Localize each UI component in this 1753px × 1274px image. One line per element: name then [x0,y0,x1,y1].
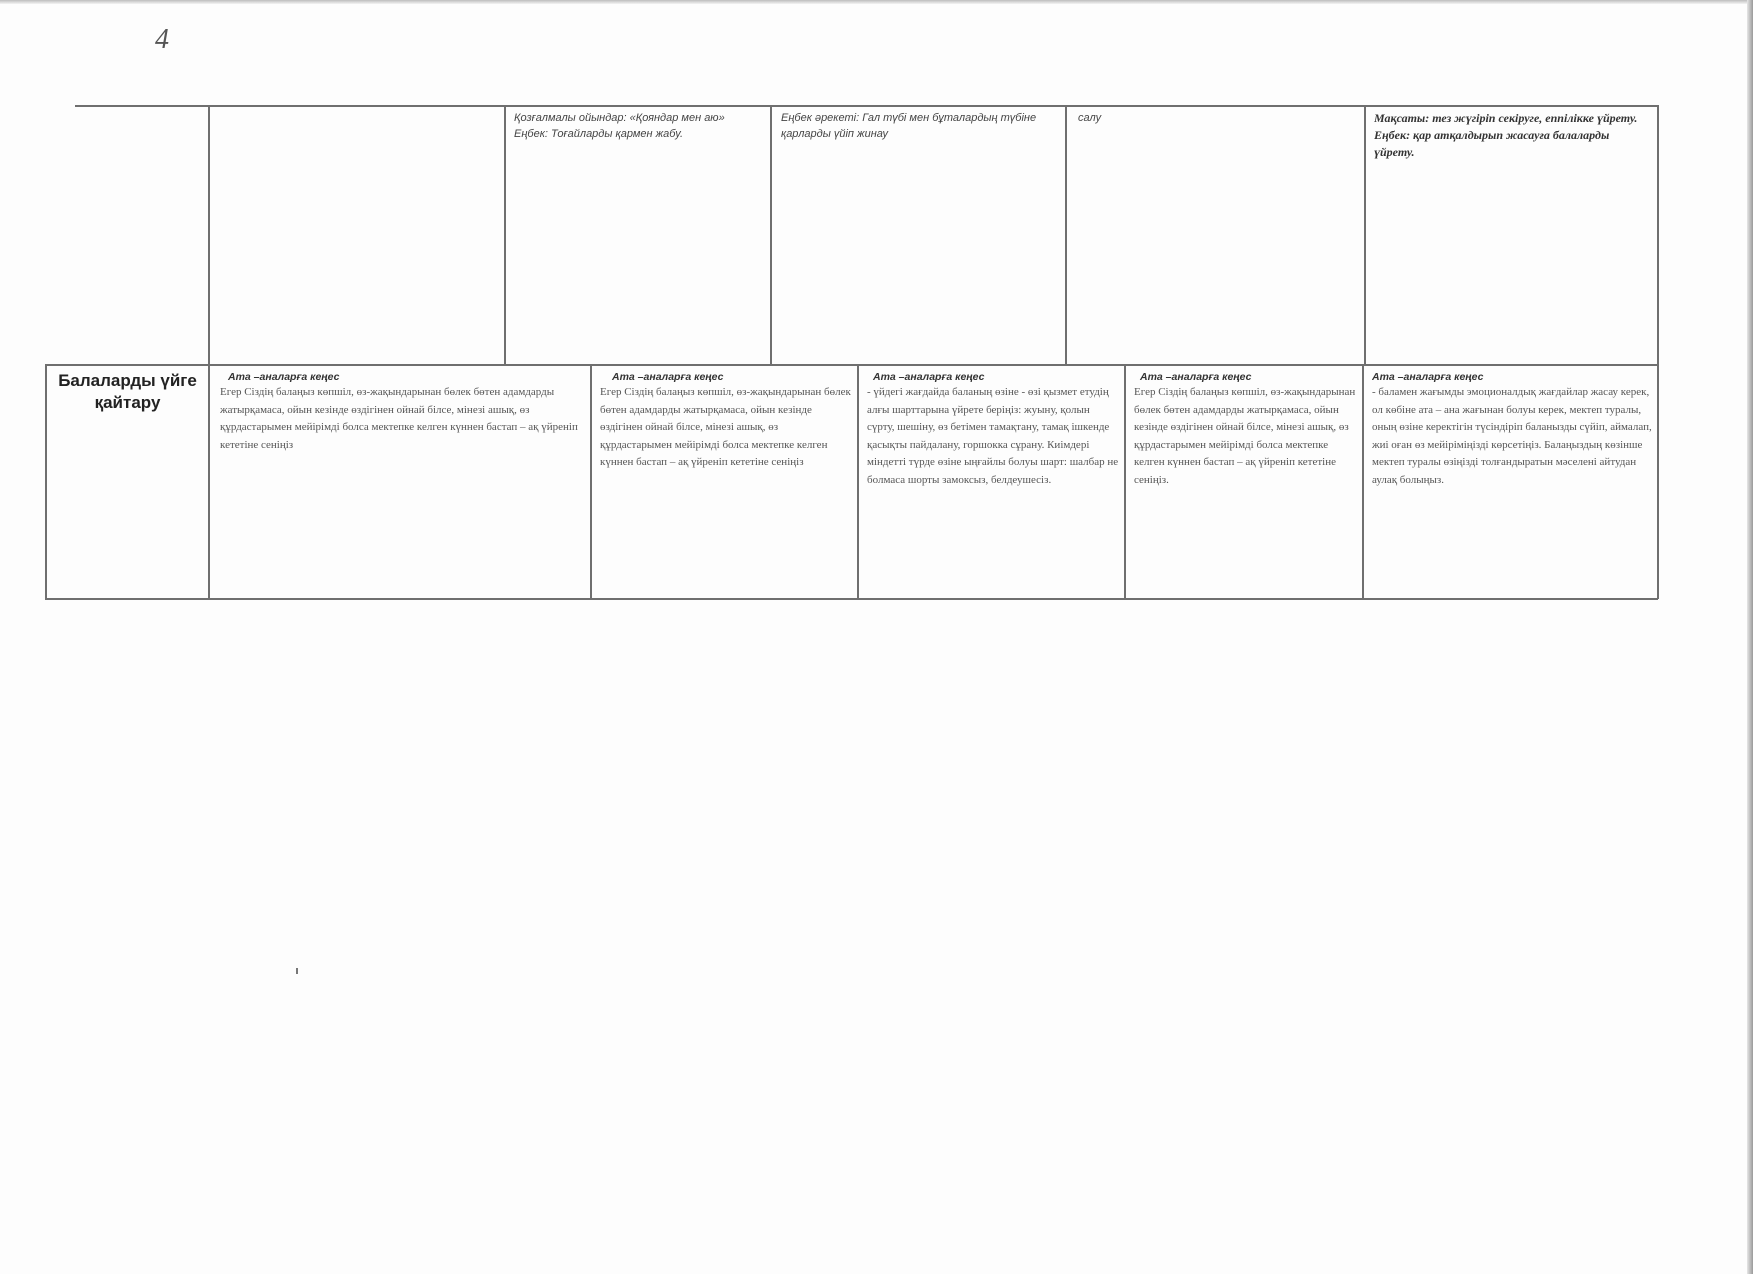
table-col-line [1362,364,1364,599]
activity-cell: Еңбек әрекеті: Гал түбі мен бұталардың түбіне қарларды үйіп жинау [781,112,1037,140]
table-right-border [1657,105,1659,599]
parent-advice-cell [867,370,1119,489]
table-top-border [75,105,1658,107]
row-label-children-going-home: Балаларды үйге қайтару [58,371,197,412]
table-bottom-border [45,598,1658,600]
advice-text: - үйдегі жағдайда баланың өзіне - өзі қызмет етудің алғы шарттарына үйрете беріңіз: жуыну, қолын сүрту, шешіну, өз бетімен тамақтану, тамақ ішкенде қасықты пайдалану, горшокка сұрану. Киімдері міндетті түрде өзіне ыңғайлы болуы шарт: шалбар не болмаса шорты замоксыз, белдеушесіз. [867,386,1119,486]
activity-goal-cell: Мақсаты: тез жүгіріп секіруге, еппілікке үйрету. Еңбек: қар атқалдырып жасауға балаларды үйрету. [1374,111,1638,159]
table-col-line [590,364,592,599]
table-left-border [45,364,47,599]
table-col-line [208,364,210,599]
parent-advice-cell [220,370,582,454]
table-col-line [208,105,210,365]
advice-text: Егер Сіздің балаңыз көпшіл, өз-жақындарынан бөлек бөтен адамдарды жатырқамаса, ойын кезінде өздігінен ойнай білсе, мінезі ашық, өз құрдастарымен мейірімді болса мектепке келген күннен бастап – ақ үйреніп кететіне сеніңіз. [1134,386,1356,486]
scan-speck [296,968,298,974]
table-col-line [1065,105,1067,365]
table-col-line [504,105,506,365]
table-col-line [1124,364,1126,599]
parent-advice-cell [1372,370,1652,489]
table-row-divider [45,364,1658,366]
advice-heading: Ата –аналарға кеңес [228,371,340,383]
table-col-line [1364,105,1366,365]
table-col-line [857,364,859,599]
scan-edge-right [1747,0,1753,1274]
activity-cell: Қозғалмалы ойындар: «Қояндар мен аю» Еңбек: Тоғайларды қармен жабу. [514,112,725,140]
parent-advice-cell [600,370,852,472]
table-col-line [770,105,772,365]
advice-heading: Ата –аналарға кеңес [873,371,985,383]
scan-edge-top [0,0,1753,4]
activity-cell: салу [1078,112,1102,124]
page-corner-mark: 4 [155,24,169,55]
advice-text: Егер Сіздің балаңыз көпшіл, өз-жақындарынан бөлек бөтен адамдарды жатырқамаса, ойын кезінде өздігінен ойнай білсе, мінезі ашық, өз құрдастарымен мейірімді болса мектепке келген күннен бастап – ақ үйреніп кететіне сеніңіз [220,386,578,451]
advice-text: - баламен жағымды эмоционалдық жағдайлар жасау керек, ол көбіне ата – ана жағынан болуы керек, мектеп туралы, оның өзіне керектігін түсіндіріп баланызды сүйіп, аймалап, жиі оған өз мейіріміңізді көрсетіңіз. Балаңыздың көзінше мектеп туралы өзіңізді толғандыратын мәселені айтудан аулақ болыңыз. [1372,386,1652,486]
advice-heading: Ата –аналарға кеңес [1372,371,1484,383]
advice-text: Егер Сіздің балаңыз көпшіл, өз-жақындарынан бөлек бөтен адамдарды жатырқамаса, ойын кезінде өздігінен ойнай білсе, мінезі ашық, өз құрдастарымен мейірімді болса мектепке келген күннен бастап – ақ үйреніп кететіне сеніңіз [600,386,851,468]
parent-advice-cell [1134,370,1356,489]
advice-heading: Ата –аналарға кеңес [612,371,724,383]
advice-heading: Ата –аналарға кеңес [1140,371,1252,383]
